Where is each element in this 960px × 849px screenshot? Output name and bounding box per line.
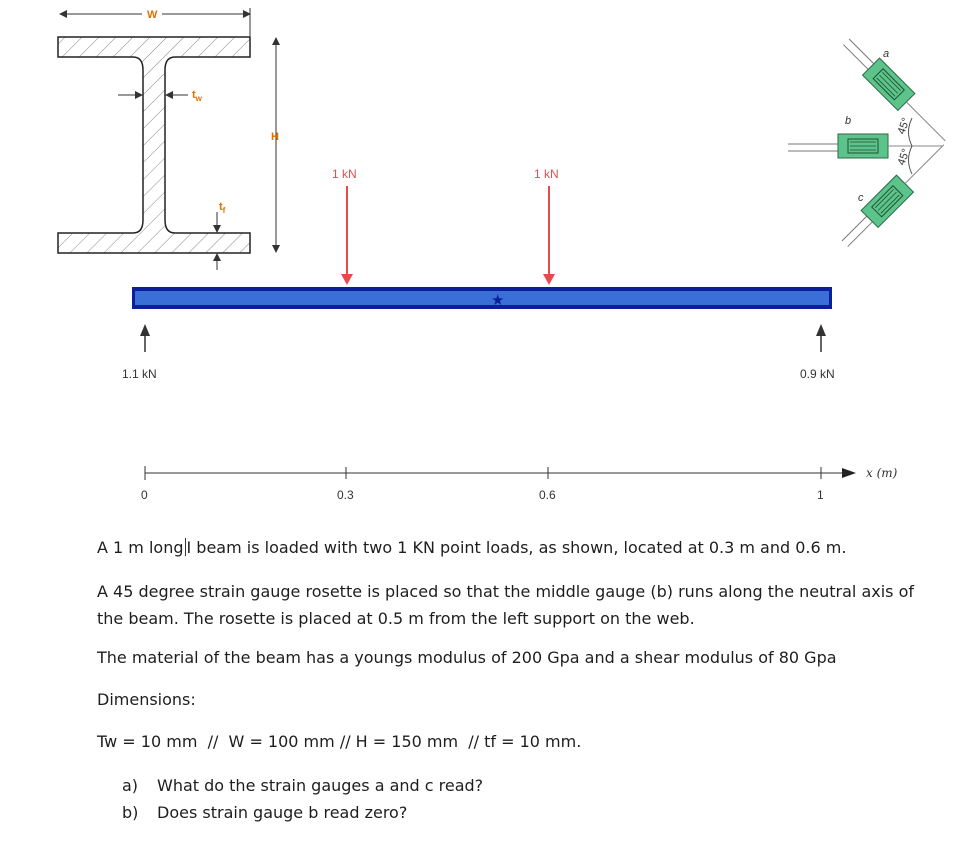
w-label: W <box>147 9 158 21</box>
load-label-2: 1 kN <box>534 167 559 181</box>
left-reaction-label: 1.1 kN <box>122 367 157 381</box>
right-reaction-label: 0.9 kN <box>800 367 835 381</box>
tf-label: $t_f$ <box>219 201 226 215</box>
left-reaction <box>122 324 157 381</box>
angle-label-upper: 45° <box>895 116 913 137</box>
dimensions-title: Dimensions: <box>97 690 196 709</box>
right-reaction <box>800 324 835 381</box>
load-label-1: 1 kN <box>332 167 357 181</box>
tick-label-1: 1 <box>817 488 824 502</box>
top-flange <box>132 287 832 291</box>
question-b <box>122 799 483 826</box>
i-beam-cross-section <box>58 6 279 270</box>
bottom-flange <box>132 305 832 309</box>
h-label: H <box>271 131 279 143</box>
point-load-2 <box>534 167 559 285</box>
text-cursor <box>185 538 186 556</box>
dimensions-values: Tw = 10 mm // W = 100 mm // H = 150 mm // tf = 10 mm. <box>97 732 582 751</box>
question-a-text: What do the strain gauges a and c read? <box>157 776 484 795</box>
gauge-a-label: a <box>883 48 890 60</box>
load-arrowhead-2 <box>543 274 555 285</box>
problem-material: The material of the beam has a youngs modulus of 200 Gpa and a shear modulus of 80 Gpa <box>97 648 837 667</box>
question-a-marker: a) <box>122 776 139 795</box>
x-axis-label: x (m) <box>866 466 898 480</box>
strain-gauge-rosette <box>788 33 954 252</box>
question-list <box>122 772 483 826</box>
x-axis <box>141 466 898 502</box>
problem-intro: A 1 m long I beam is loaded with two 1 KN point loads, as shown, located at 0.3 m and 0.6 m. <box>97 538 847 557</box>
rosette-location-star: ★ <box>491 291 505 309</box>
beam <box>132 287 832 309</box>
tick-label-0-6: 0.6 <box>539 488 556 502</box>
tw-label: $t_w$ <box>192 89 202 103</box>
gauge-c-label: c <box>858 192 864 204</box>
gauge-b <box>788 115 942 158</box>
question-a <box>122 772 483 799</box>
point-load-1 <box>332 167 357 285</box>
problem-rosette: A 45 degree strain gauge rosette is placed so that the middle gauge (b) runs along the neutral axis of the beam. The rosette is placed at 0.5 m from the left support on the web. <box>97 582 914 628</box>
i-section-shape <box>58 37 250 253</box>
angle-label-lower: 45° <box>895 147 913 168</box>
question-b-marker: b) <box>122 803 139 822</box>
question-b-text: Does strain gauge b read zero? <box>157 803 408 822</box>
tick-label-0-3: 0.3 <box>337 488 354 502</box>
tick-label-0: 0 <box>141 488 148 502</box>
gauge-b-label: b <box>845 115 852 127</box>
load-arrowhead-1 <box>341 274 353 285</box>
